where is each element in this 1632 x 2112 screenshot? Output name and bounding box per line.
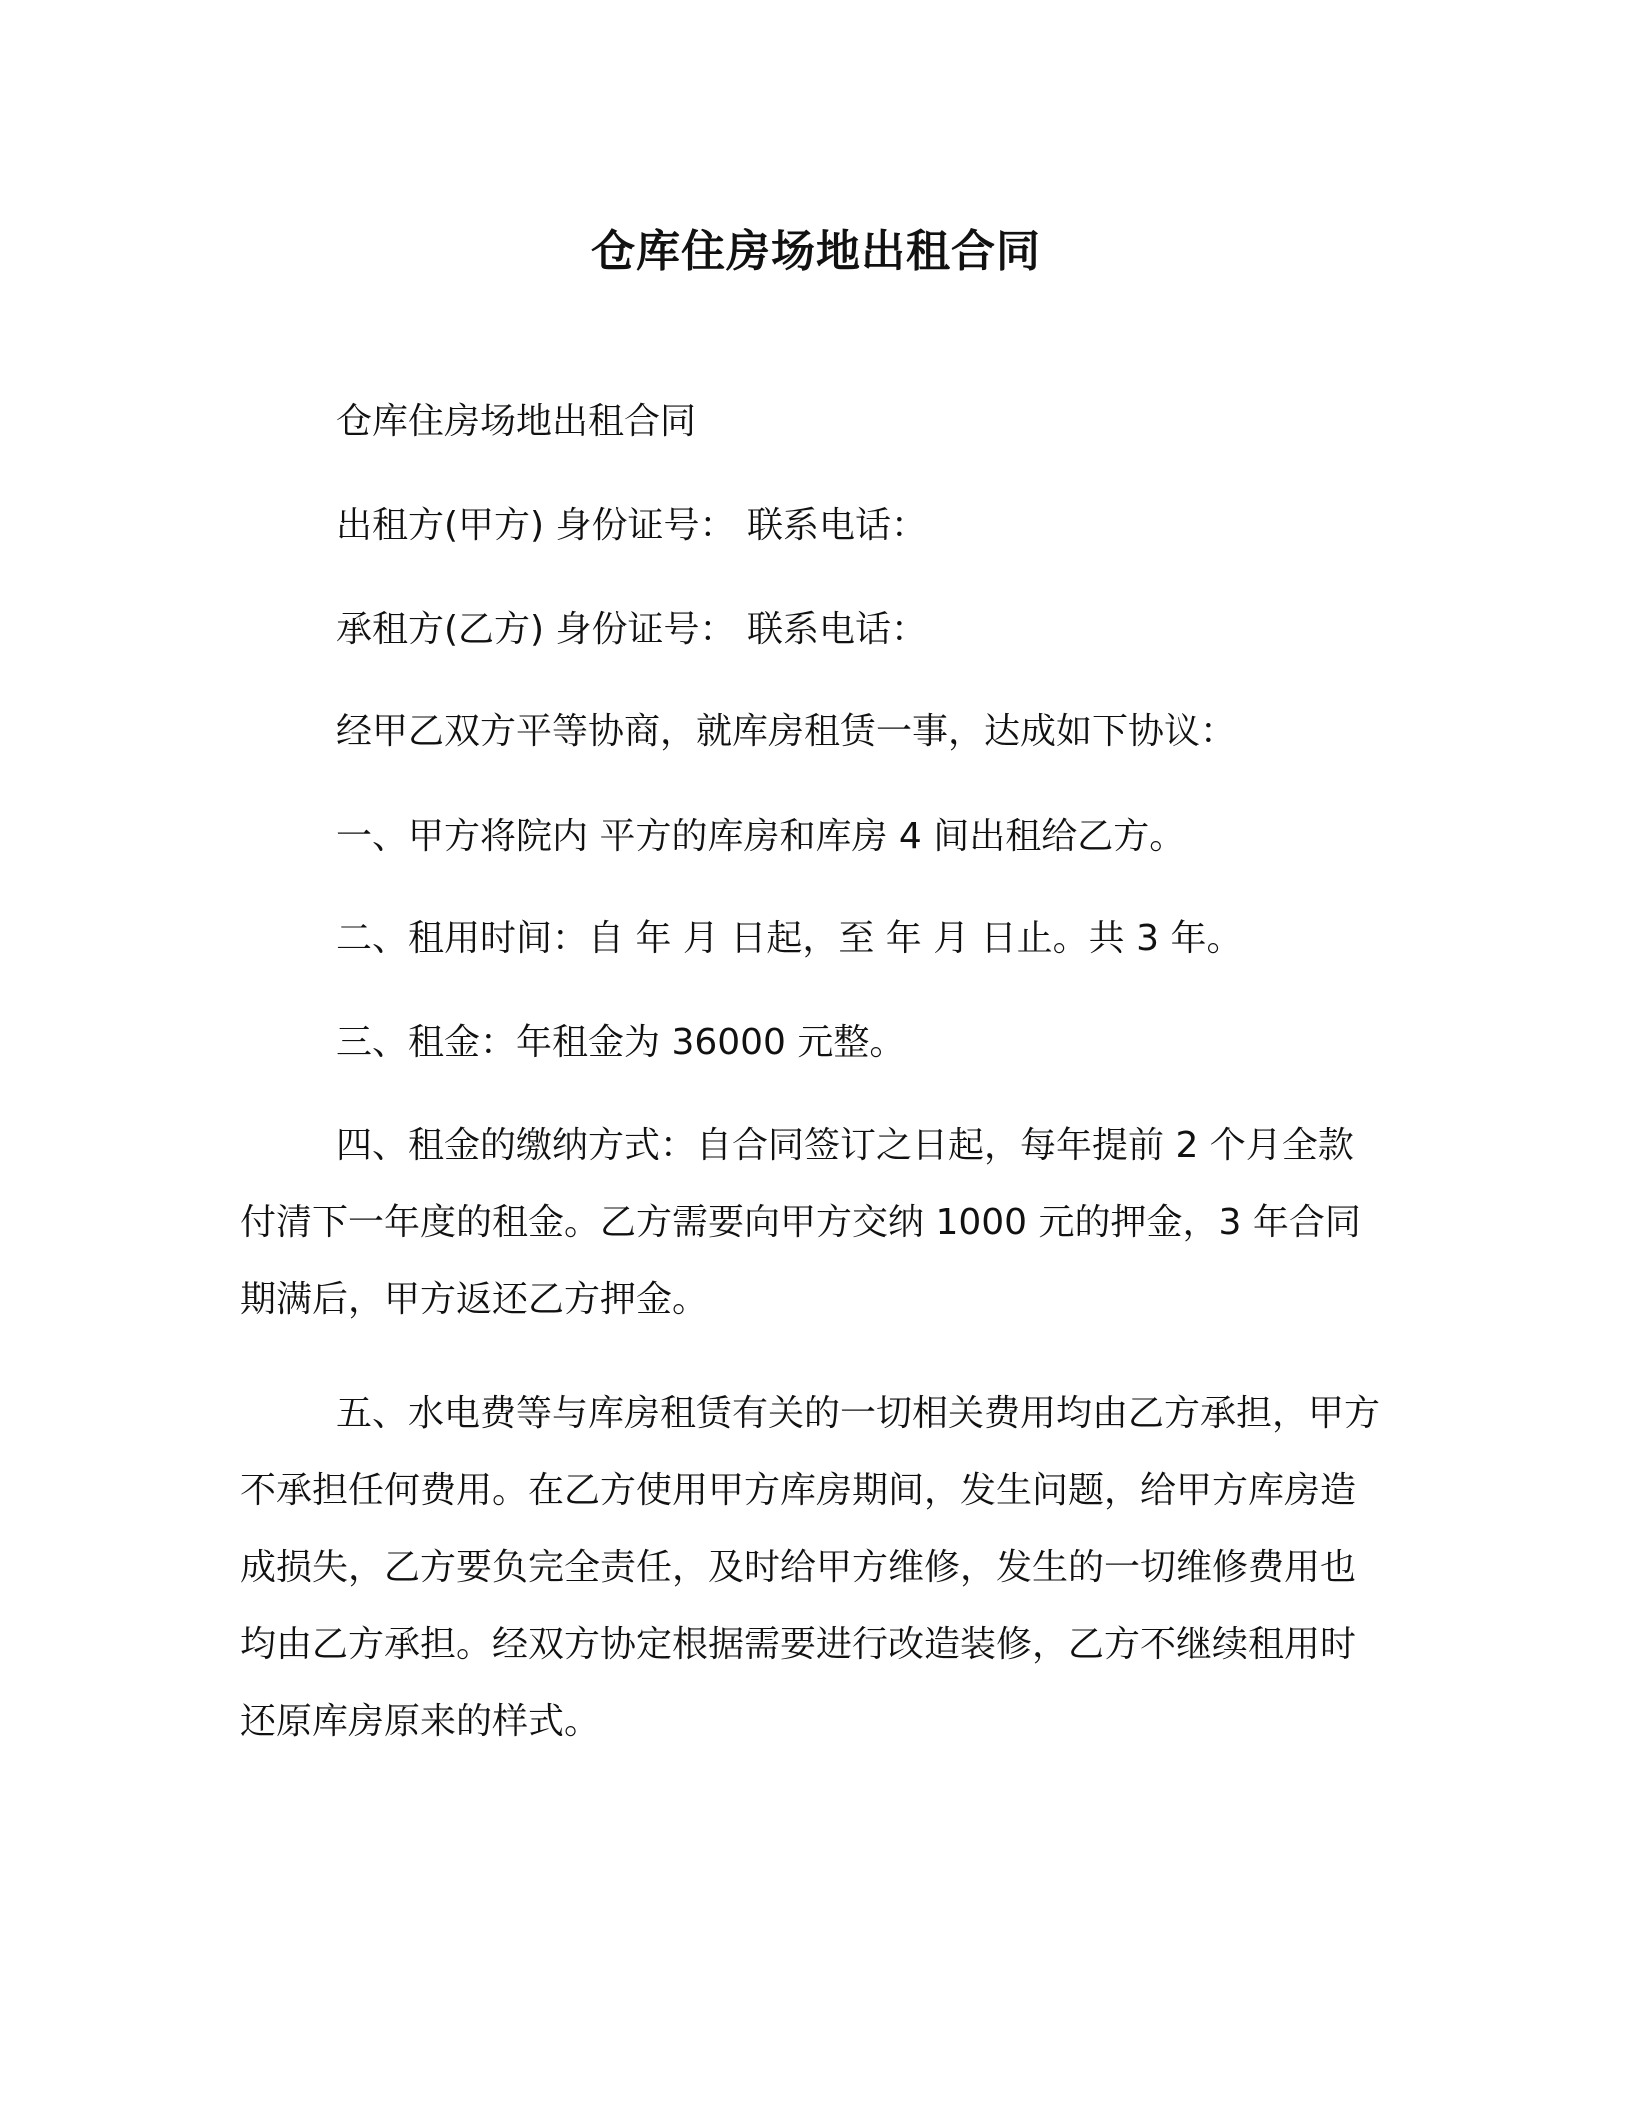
clause-1: 一、甲方将院内 平方的库房和库房 4 间出租给乙方。 (336, 816, 1186, 857)
subtitle: 仓库住房场地出租合同 (336, 401, 697, 442)
clause-4: 四、租金的缴纳方式：自合同签订之日起，每年提前 2 个月全款付清下一年度的租金。乙方需要向甲方交纳 1000 元的押金，3 年合同期满后，甲方返还乙方押金。 (240, 1125, 1361, 1320)
clause-5: 五、水电费等与库房租赁有关的一切相关费用均由乙方承担，甲方不承担任何费用。在乙方使用甲方库房期间，发生问题，给甲方库房造成损失，乙方要负完全责任，及时给甲方维修，发生的一切维修费用也均由乙方承担。经双方协定根据需要进行改造装修，乙方不继续租用时还原库房原来的样式。 (240, 1393, 1381, 1742)
clause-3: 三、租金：年租金为 36000 元整。 (336, 1022, 906, 1063)
party-b-line: 承租方(乙方) 身份证号： 联系电话： (336, 609, 927, 650)
clause-2: 二、租用时间：自 年 月 日起，至 年 月 日止。共 3 年。 (336, 918, 1243, 959)
page-title: 仓库住房场地出租合同 (591, 226, 1041, 277)
preamble: 经甲乙双方平等协商，就库房租赁一事，达成如下协议： (336, 711, 1237, 752)
party-a-line: 出租方(甲方) 身份证号： 联系电话： (336, 505, 927, 546)
